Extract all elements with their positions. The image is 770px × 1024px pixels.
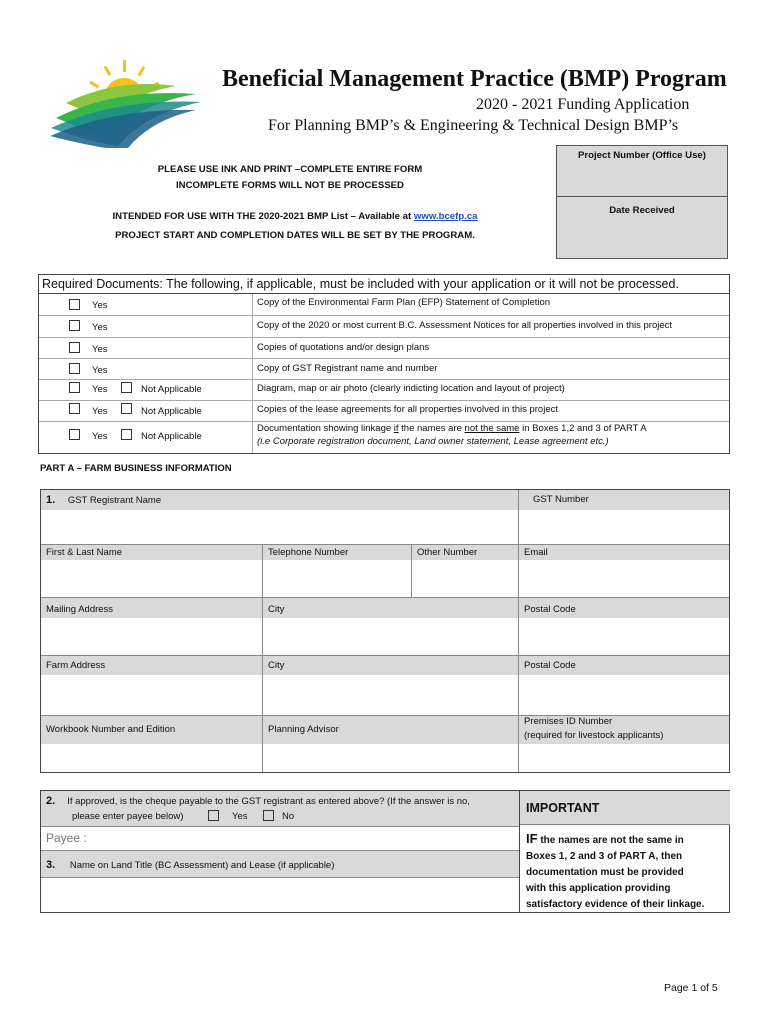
- yes-checkbox[interactable]: [69, 382, 80, 393]
- other-number-label: Other Number: [412, 545, 519, 560]
- gst-number-label: GST Number: [519, 490, 729, 510]
- telephone-label: Telephone Number: [263, 545, 412, 560]
- yes-label: Yes: [92, 431, 108, 442]
- yes-label: Yes: [92, 406, 108, 417]
- page-number: Page 1 of 5: [664, 982, 718, 994]
- email-input[interactable]: [519, 560, 729, 598]
- yes-checkbox[interactable]: [69, 299, 80, 310]
- gst-name-label-cell: [41, 490, 519, 510]
- gst-number-input[interactable]: [519, 510, 729, 545]
- farm-business-table: [40, 489, 730, 773]
- req-row-assessment: [39, 315, 729, 338]
- premises-id-title: Premises ID Number: [524, 716, 613, 727]
- cheque-question-line-2: please enter payee below): [72, 811, 184, 822]
- mailing-address-label: Mailing Address: [41, 598, 263, 618]
- yes-label: Yes: [92, 384, 108, 395]
- document-subtitle-2: For Planning BMP’s & Engineering & Technical Design BMP’s: [268, 117, 679, 134]
- planning-advisor-label: Planning Advisor: [263, 716, 519, 744]
- farm-postal-code-label: Postal Code: [519, 656, 729, 675]
- req-row-quotations: [39, 337, 729, 359]
- project-number-field[interactable]: Project Number (Office Use): [557, 146, 727, 197]
- box-1-number: 1.: [46, 494, 56, 506]
- not-applicable-checkbox[interactable]: [121, 382, 132, 393]
- farm-city-label: City: [263, 656, 519, 675]
- req-item-text: Copy of the Environmental Farm Plan (EFP) Statement of Completion: [257, 297, 551, 308]
- yes-checkbox[interactable]: [69, 403, 80, 414]
- not-applicable-label: Not Applicable: [141, 384, 202, 395]
- office-use-box: [556, 145, 728, 259]
- email-label: Email: [519, 545, 729, 560]
- yes-checkbox[interactable]: [69, 342, 80, 353]
- website-link[interactable]: www.bcefp.ca: [413, 211, 478, 222]
- important-line-2: Boxes 1, 2 and 3 of PART A, then: [526, 851, 683, 862]
- req-row-lease: [39, 400, 729, 422]
- document-title: Beneficial Management Practice (BMP) Program: [222, 66, 727, 92]
- postal-code-input[interactable]: [519, 618, 729, 656]
- important-lead: IF: [526, 831, 538, 846]
- payee-yes-label: Yes: [232, 811, 248, 822]
- not-applicable-label: Not Applicable: [141, 431, 202, 442]
- instruction-line-2: INCOMPLETE FORMS WILL NOT BE PROCESSED: [176, 180, 404, 191]
- mailing-address-input[interactable]: [41, 618, 263, 656]
- city-label: City: [263, 598, 519, 618]
- land-title-input[interactable]: [41, 878, 519, 912]
- payee-no-checkbox[interactable]: [263, 810, 274, 821]
- yes-checkbox[interactable]: [69, 363, 80, 374]
- yes-label: Yes: [92, 365, 108, 376]
- gst-name-input[interactable]: [41, 510, 519, 545]
- gst-name-label: GST Registrant Name: [67, 495, 162, 506]
- req-item-text: Diagram, map or air photo (clearly indicting location and layout of project): [257, 383, 565, 394]
- req-row-linkage: [39, 421, 729, 453]
- first-last-name-input[interactable]: [41, 560, 263, 598]
- not-applicable-checkbox[interactable]: [121, 403, 132, 414]
- yes-checkbox[interactable]: [69, 429, 80, 440]
- part-a-heading: PART A – FARM BUSINESS INFORMATION: [40, 463, 232, 474]
- linkage-text-a: Documentation showing linkage: [257, 423, 394, 434]
- req-row-diagram: [39, 379, 729, 401]
- important-notice: [519, 791, 730, 912]
- instruction-line-4: PROJECT START AND COMPLETION DATES WILL BE SET BY THE PROGRAM.: [115, 230, 475, 241]
- linkage-text-if: if: [393, 423, 399, 434]
- required-documents-table: [38, 274, 730, 454]
- yes-label: Yes: [92, 322, 108, 333]
- important-line-5: satisfactory evidence of their linkage.: [526, 899, 705, 910]
- req-item-text: Copy of the 2020 or most current B.C. Assessment Notices for all properties involved in this project: [257, 320, 673, 331]
- document-subtitle: 2020 - 2021 Funding Application: [476, 96, 690, 113]
- req-row-gst: [39, 358, 729, 380]
- farm-address-input[interactable]: [41, 675, 263, 716]
- premises-id-label: [519, 716, 729, 744]
- planning-advisor-input[interactable]: [263, 744, 519, 772]
- important-line-4: with this application providing: [526, 883, 671, 894]
- req-item-text: Copies of the lease agreements for all properties involved in this project: [257, 404, 558, 415]
- not-applicable-checkbox[interactable]: [121, 429, 132, 440]
- important-line-3: documentation must be provided: [526, 867, 684, 878]
- premises-id-note: (required for livestock applicants): [524, 730, 664, 741]
- important-title: IMPORTANT: [520, 791, 730, 825]
- req-item-text: [257, 423, 725, 447]
- program-logo: [46, 58, 206, 148]
- important-line-1: the names are not the same in: [537, 835, 684, 846]
- city-input[interactable]: [263, 618, 519, 656]
- workbook-input[interactable]: [41, 744, 263, 772]
- payee-yes-checkbox[interactable]: [208, 810, 219, 821]
- req-item-text: Copy of GST Registrant name and number: [257, 363, 438, 374]
- req-item-text: Copies of quotations and/or design plans: [257, 342, 430, 353]
- farm-postal-code-input[interactable]: [519, 675, 729, 716]
- not-applicable-label: Not Applicable: [141, 406, 202, 417]
- box-3-number: 3.: [46, 859, 56, 871]
- important-text: [526, 831, 730, 913]
- land-title-label-cell: [41, 851, 519, 878]
- box-2-number: 2.: [46, 795, 56, 807]
- other-number-input[interactable]: [412, 560, 519, 598]
- workbook-label: Workbook Number and Edition: [41, 716, 263, 744]
- premises-id-input[interactable]: [519, 744, 729, 772]
- payee-input[interactable]: Payee :: [41, 827, 519, 851]
- instruction-line-1: PLEASE USE INK AND PRINT –COMPLETE ENTIRE FORM: [157, 164, 423, 175]
- first-last-name-label: First & Last Name: [41, 545, 263, 560]
- linkage-text-c: in Boxes 1,2 and 3 of PART A: [519, 423, 647, 434]
- postal-code-label: Postal Code: [519, 598, 729, 618]
- required-documents-heading: Required Documents: The following, if applicable, must be included with your application or it will not be processed.: [39, 275, 729, 294]
- telephone-input[interactable]: [263, 560, 412, 598]
- yes-label: Yes: [92, 344, 108, 355]
- linkage-text-b: the names are: [398, 423, 465, 434]
- req-row-efp: [39, 294, 729, 316]
- farm-city-input[interactable]: [263, 675, 519, 716]
- farm-address-label: Farm Address: [41, 656, 263, 675]
- yes-label: Yes: [92, 300, 108, 311]
- land-title-label: Name on Land Title (BC Assessment) and Lease (if applicable): [69, 860, 335, 871]
- date-received-field[interactable]: Date Received: [609, 205, 675, 216]
- instruction-line-3: [70, 211, 520, 222]
- cheque-question: [41, 791, 519, 827]
- yes-checkbox[interactable]: [69, 320, 80, 331]
- linkage-examples: (i.e Corporate registration document, Land owner statement, Lease agreement etc.): [257, 436, 609, 447]
- cheque-question-line-1: If approved, is the cheque payable to the GST registrant as entered above? (If the answer is no,: [67, 796, 470, 807]
- instruction-line-3-text: INTENDED FOR USE WITH THE 2020-2021 BMP List – Available at: [112, 211, 414, 222]
- payee-no-label: No: [282, 811, 295, 822]
- payee-and-title-section: [40, 790, 730, 913]
- linkage-text-not-same: not the same: [464, 423, 520, 434]
